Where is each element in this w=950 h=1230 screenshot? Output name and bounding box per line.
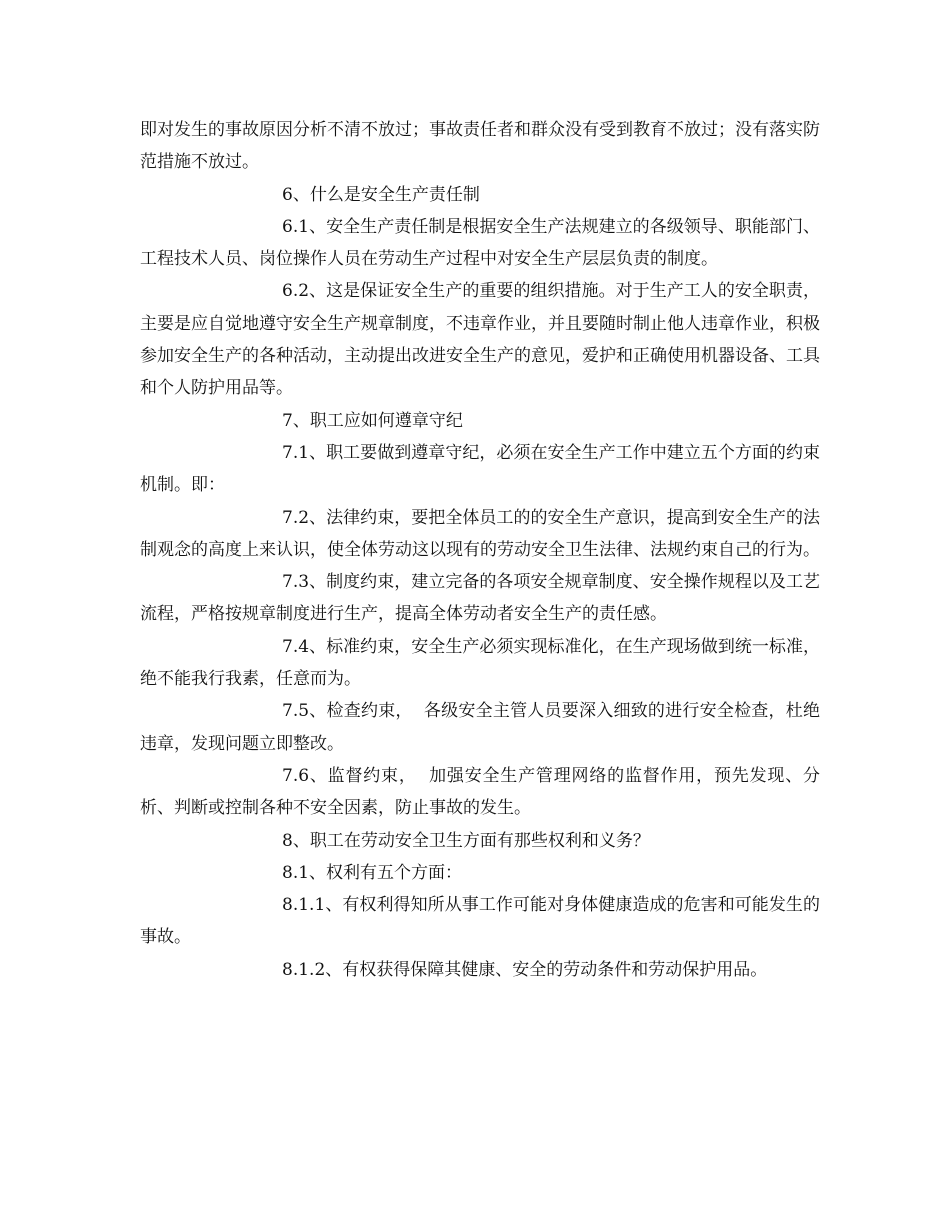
paragraph-6-2: 6.2、这是保证安全生产的重要的组织措施。对于生产工人的安全职责，主要是应自觉地遵守安全生产规章制度，不违章作业，并且要随时制止他人违章作业，积极参加安全生产的各种活动，主动提出改进安全生产的意见，爱护和正确使用机器设备、工具和个人防护用品等。 (140, 281, 820, 399)
paragraph-continuation: 即对发生的事故原因分析不清不放过；事故责任者和群众没有受到教育不放过；没有落实防范措施不放过。 (140, 120, 820, 173)
paragraph-7-4: 7.4、标准约束，安全生产必须实现标准化，在生产现场做到统一标准，绝不能我行我素，任意而为。 (140, 636, 820, 690)
document-body (140, 114, 820, 986)
paragraph-8-1-2: 8.1.2、有权获得保障其健康、安全的劳动条件和劳动保护用品。 (282, 959, 768, 980)
section-heading-7: 7、职工应如何遵章守纪 (282, 410, 463, 431)
paragraph-8-1: 8.1、权利有五个方面： (282, 862, 463, 883)
paragraph-8-1-1: 8.1.1、有权利得知所从事工作可能对身体健康造成的危害和可能发生的事故。 (140, 895, 820, 948)
paragraph-6-1: 6.1、安全生产责任制是根据安全生产法规建立的各级领导、职能部门、工程技术人员、岗位操作人员在劳动生产过程中对安全生产层层负责的制度。 (140, 216, 820, 270)
paragraph-7-1: 7.1、职工要做到遵章守纪，必须在安全生产工作中建立五个方面的约束机制。即： (140, 442, 820, 496)
paragraph-7-3: 7.3、制度约束，建立完备的各项安全规章制度、安全操作规程以及工艺流程，严格按规章制度进行生产，提高全体劳动者安全生产的责任感。 (140, 572, 820, 625)
paragraph-7-5: 7.5、检查约束， 各级安全主管人员要深入细致的进行安全检查，杜绝违章，发现问题立即整改。 (140, 701, 820, 754)
paragraph-7-2: 7.2、法律约束，要把全体员工的的安全生产意识，提高到安全生产的法制观念的高度上来认识，使全体劳动这以现有的劳动安全卫生法律、法规约束自己的行为。 (140, 507, 820, 560)
section-heading-6: 6、什么是安全生产责任制 (282, 184, 480, 205)
paragraph-7-6: 7.6、监督约束， 加强安全生产管理网络的监督作用，预先发现、分析、判断或控制各种不安全因素，防止事故的发生。 (140, 765, 820, 819)
section-heading-8: 8、职工在劳动安全卫生方面有那些权利和义务？ (282, 830, 650, 851)
